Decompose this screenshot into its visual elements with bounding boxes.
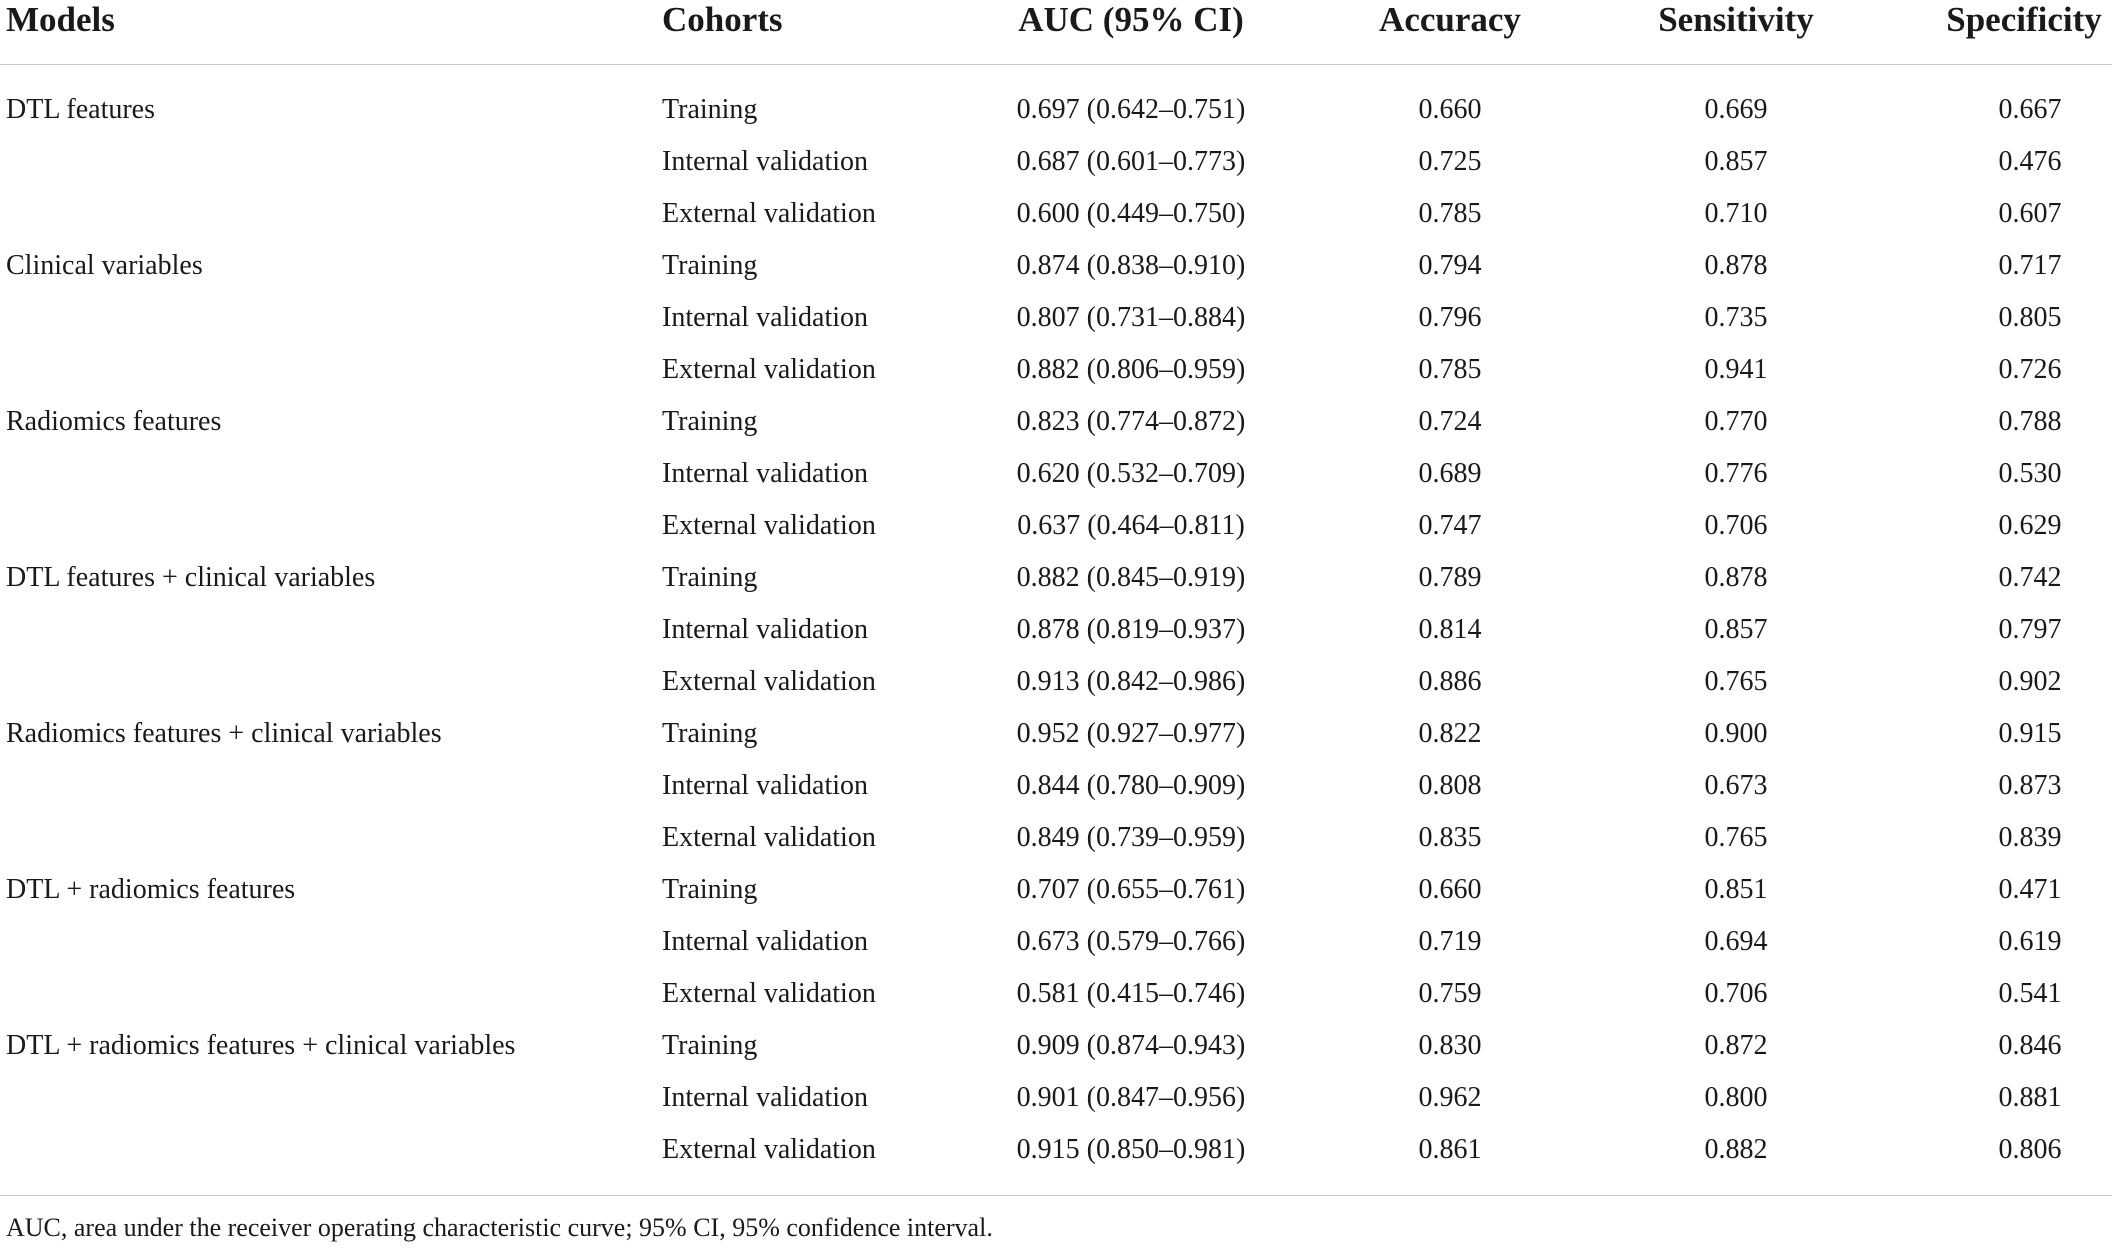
table-row bbox=[0, 604, 2118, 656]
cell-sensitivity: 0.851 bbox=[1704, 874, 1768, 905]
cell-sensitivity: 0.776 bbox=[1704, 458, 1768, 489]
cell-sensitivity: 0.673 bbox=[1704, 770, 1768, 801]
cell-cohort: Internal validation bbox=[662, 926, 869, 957]
cell-specificity: 0.806 bbox=[1998, 1134, 2062, 1165]
table-row bbox=[0, 1020, 2118, 1072]
cell-auc: 0.882 (0.806–0.959) bbox=[1016, 354, 1246, 385]
table-row bbox=[0, 448, 2118, 500]
header-specificity: Specificity bbox=[1946, 0, 2102, 39]
bottom-rule bbox=[0, 1195, 2112, 1196]
cell-cohort: Internal validation bbox=[662, 458, 869, 489]
header-sensitivity: Sensitivity bbox=[1658, 0, 1814, 39]
table-header bbox=[0, 0, 2118, 64]
cell-accuracy: 0.689 bbox=[1418, 458, 1482, 489]
cell-cohort: External validation bbox=[662, 666, 876, 697]
cell-sensitivity: 0.941 bbox=[1704, 354, 1768, 385]
cell-accuracy: 0.725 bbox=[1418, 146, 1482, 177]
cell-specificity: 0.839 bbox=[1998, 822, 2062, 853]
table-row bbox=[0, 656, 2118, 708]
cell-sensitivity: 0.694 bbox=[1704, 926, 1768, 957]
cell-accuracy: 0.861 bbox=[1418, 1134, 1482, 1165]
cell-sensitivity: 0.765 bbox=[1704, 822, 1768, 853]
cell-auc: 0.874 (0.838–0.910) bbox=[1016, 250, 1246, 281]
cell-auc: 0.909 (0.874–0.943) bbox=[1016, 1030, 1246, 1061]
cell-accuracy: 0.886 bbox=[1418, 666, 1482, 697]
cell-sensitivity: 0.706 bbox=[1704, 978, 1768, 1009]
cell-specificity: 0.717 bbox=[1998, 250, 2062, 281]
cell-sensitivity: 0.878 bbox=[1704, 250, 1768, 281]
cell-accuracy: 0.747 bbox=[1418, 510, 1482, 541]
cell-auc: 0.915 (0.850–0.981) bbox=[1016, 1134, 1246, 1165]
cell-sensitivity: 0.706 bbox=[1704, 510, 1768, 541]
cell-accuracy: 0.660 bbox=[1418, 94, 1482, 125]
cell-cohort: Internal validation bbox=[662, 1082, 869, 1113]
table-row bbox=[0, 916, 2118, 968]
cell-specificity: 0.788 bbox=[1998, 406, 2062, 437]
header-cohorts: Cohorts bbox=[662, 0, 783, 39]
cell-sensitivity: 0.735 bbox=[1704, 302, 1768, 333]
cell-specificity: 0.629 bbox=[1998, 510, 2062, 541]
cell-auc: 0.952 (0.927–0.977) bbox=[1016, 718, 1246, 749]
cell-cohort: External validation bbox=[662, 822, 876, 853]
cell-cohort: Training bbox=[662, 94, 758, 125]
cell-accuracy: 0.796 bbox=[1418, 302, 1482, 333]
cell-accuracy: 0.785 bbox=[1418, 198, 1482, 229]
cell-specificity: 0.541 bbox=[1998, 978, 2062, 1009]
cell-accuracy: 0.724 bbox=[1418, 406, 1482, 437]
cell-accuracy: 0.785 bbox=[1418, 354, 1482, 385]
table-row bbox=[0, 760, 2118, 812]
cell-sensitivity: 0.765 bbox=[1704, 666, 1768, 697]
header-accuracy: Accuracy bbox=[1379, 0, 1521, 39]
cell-cohort: Training bbox=[662, 250, 758, 281]
cell-auc: 0.878 (0.819–0.937) bbox=[1016, 614, 1246, 645]
cell-cohort: External validation bbox=[662, 1134, 876, 1165]
cell-auc: 0.913 (0.842–0.986) bbox=[1016, 666, 1246, 697]
table-row bbox=[0, 396, 2118, 448]
cell-accuracy: 0.830 bbox=[1418, 1030, 1482, 1061]
cell-specificity: 0.619 bbox=[1998, 926, 2062, 957]
cell-cohort: Internal validation bbox=[662, 146, 869, 177]
cell-auc: 0.687 (0.601–0.773) bbox=[1016, 146, 1246, 177]
table-row bbox=[0, 864, 2118, 916]
cell-model: DTL features + clinical variables bbox=[6, 562, 376, 593]
cell-accuracy: 0.814 bbox=[1418, 614, 1482, 645]
cell-auc: 0.844 (0.780–0.909) bbox=[1016, 770, 1246, 801]
header-rule bbox=[0, 64, 2112, 65]
cell-accuracy: 0.794 bbox=[1418, 250, 1482, 281]
cell-cohort: Training bbox=[662, 874, 758, 905]
cell-specificity: 0.902 bbox=[1998, 666, 2062, 697]
table-row bbox=[0, 344, 2118, 396]
cell-accuracy: 0.822 bbox=[1418, 718, 1482, 749]
cell-specificity: 0.476 bbox=[1998, 146, 2062, 177]
cell-accuracy: 0.759 bbox=[1418, 978, 1482, 1009]
cell-specificity: 0.742 bbox=[1998, 562, 2062, 593]
cell-sensitivity: 0.710 bbox=[1704, 198, 1768, 229]
header-models: Models bbox=[6, 0, 115, 39]
cell-specificity: 0.471 bbox=[1998, 874, 2062, 905]
cell-specificity: 0.846 bbox=[1998, 1030, 2062, 1061]
table-row bbox=[0, 812, 2118, 864]
table-body bbox=[0, 84, 2118, 1176]
cell-sensitivity: 0.882 bbox=[1704, 1134, 1768, 1165]
cell-cohort: Internal validation bbox=[662, 614, 869, 645]
table-row bbox=[0, 292, 2118, 344]
table-row bbox=[0, 1072, 2118, 1124]
cell-specificity: 0.530 bbox=[1998, 458, 2062, 489]
cell-auc: 0.823 (0.774–0.872) bbox=[1016, 406, 1246, 437]
cell-cohort: Training bbox=[662, 562, 758, 593]
table-row bbox=[0, 708, 2118, 760]
cell-accuracy: 0.789 bbox=[1418, 562, 1482, 593]
cell-auc: 0.637 (0.464–0.811) bbox=[1017, 510, 1245, 541]
table-row bbox=[0, 136, 2118, 188]
cell-cohort: Training bbox=[662, 1030, 758, 1061]
cell-accuracy: 0.835 bbox=[1418, 822, 1482, 853]
cell-cohort: External validation bbox=[662, 978, 876, 1009]
cell-sensitivity: 0.669 bbox=[1704, 94, 1768, 125]
cell-model: Radiomics features + clinical variables bbox=[6, 718, 442, 749]
cell-sensitivity: 0.857 bbox=[1704, 614, 1768, 645]
cell-cohort: Training bbox=[662, 718, 758, 749]
table-row bbox=[0, 552, 2118, 604]
cell-cohort: External validation bbox=[662, 354, 876, 385]
table-row bbox=[0, 188, 2118, 240]
cell-specificity: 0.881 bbox=[1998, 1082, 2062, 1113]
cell-specificity: 0.873 bbox=[1998, 770, 2062, 801]
cell-specificity: 0.726 bbox=[1998, 354, 2062, 385]
cell-accuracy: 0.808 bbox=[1418, 770, 1482, 801]
cell-accuracy: 0.962 bbox=[1418, 1082, 1482, 1113]
cell-sensitivity: 0.857 bbox=[1704, 146, 1768, 177]
cell-auc: 0.707 (0.655–0.761) bbox=[1016, 874, 1246, 905]
cell-specificity: 0.667 bbox=[1998, 94, 2062, 125]
cell-cohort: Training bbox=[662, 406, 758, 437]
cell-auc: 0.901 (0.847–0.956) bbox=[1016, 1082, 1246, 1113]
cell-sensitivity: 0.878 bbox=[1704, 562, 1768, 593]
table-row bbox=[0, 500, 2118, 552]
cell-specificity: 0.805 bbox=[1998, 302, 2062, 333]
cell-auc: 0.620 (0.532–0.709) bbox=[1016, 458, 1246, 489]
table-row bbox=[0, 84, 2118, 136]
cell-model: DTL features bbox=[6, 94, 155, 125]
table-row bbox=[0, 1124, 2118, 1176]
cell-specificity: 0.607 bbox=[1998, 198, 2062, 229]
cell-model: DTL + radiomics features bbox=[6, 874, 296, 905]
cell-auc: 0.882 (0.845–0.919) bbox=[1016, 562, 1246, 593]
table-row bbox=[0, 968, 2118, 1020]
cell-sensitivity: 0.770 bbox=[1704, 406, 1768, 437]
cell-auc: 0.807 (0.731–0.884) bbox=[1016, 302, 1246, 333]
cell-cohort: Internal validation bbox=[662, 302, 869, 333]
cell-auc: 0.673 (0.579–0.766) bbox=[1016, 926, 1246, 957]
cell-cohort: External validation bbox=[662, 198, 876, 229]
cell-specificity: 0.797 bbox=[1998, 614, 2062, 645]
table-row bbox=[0, 240, 2118, 292]
cell-cohort: External validation bbox=[662, 510, 876, 541]
cell-sensitivity: 0.872 bbox=[1704, 1030, 1768, 1061]
cell-accuracy: 0.660 bbox=[1418, 874, 1482, 905]
cell-model: Clinical variables bbox=[6, 250, 203, 281]
cell-sensitivity: 0.800 bbox=[1704, 1082, 1768, 1113]
cell-auc: 0.697 (0.642–0.751) bbox=[1016, 94, 1246, 125]
cell-auc: 0.581 (0.415–0.746) bbox=[1016, 978, 1246, 1009]
cell-cohort: Internal validation bbox=[662, 770, 869, 801]
table-footnote: AUC, area under the receiver operating characteristic curve; 95% CI, 95% confidence interval. bbox=[6, 1213, 993, 1242]
cell-model: DTL + radiomics features + clinical variables bbox=[6, 1030, 516, 1061]
cell-model: Radiomics features bbox=[6, 406, 222, 437]
cell-auc: 0.600 (0.449–0.750) bbox=[1016, 198, 1246, 229]
cell-auc: 0.849 (0.739–0.959) bbox=[1016, 822, 1246, 853]
cell-accuracy: 0.719 bbox=[1418, 926, 1482, 957]
header-auc: AUC (95% CI) bbox=[1018, 0, 1244, 39]
cell-sensitivity: 0.900 bbox=[1704, 718, 1768, 749]
cell-specificity: 0.915 bbox=[1998, 718, 2062, 749]
